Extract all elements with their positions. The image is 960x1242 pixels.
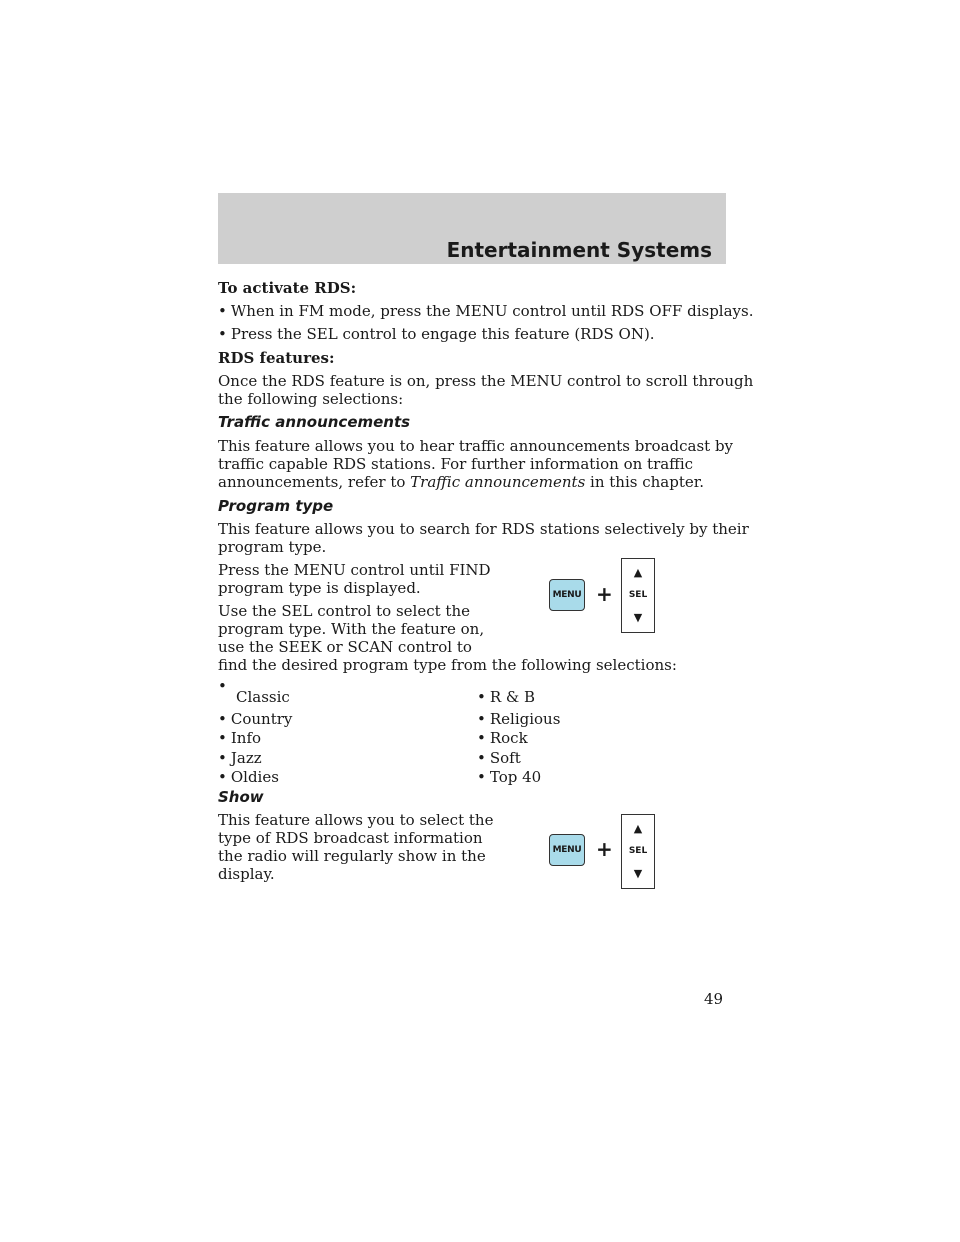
show-line-3: the radio will regularly show in the (218, 847, 486, 865)
program-list-item (218, 729, 261, 748)
features-intro-line-2: the following selections: (218, 390, 404, 408)
plus-icon: + (596, 837, 613, 861)
press-line-2: program type is displayed. (218, 579, 421, 597)
use-line-3: use the SEEK or SCAN control to (218, 638, 472, 656)
menu-button-icon: MENU (549, 834, 585, 866)
program-list-item-text: Top 40 (489, 768, 542, 786)
features-heading: RDS features: (218, 349, 335, 367)
program-list-item (477, 729, 528, 748)
menu-sel-control-diagram-2 (549, 814, 667, 894)
program-list-item-text: Religious (489, 710, 561, 728)
activate-heading: To activate RDS: (218, 279, 357, 297)
program-list-item: Classic (236, 688, 290, 706)
empty-bullet: • (218, 677, 227, 695)
program-list-item-text: Oldies (230, 768, 279, 786)
use-line-1: Use the SEL control to select the (218, 602, 470, 620)
program-list-item (218, 749, 262, 768)
arrow-down-icon: ▼ (633, 611, 643, 624)
show-line-1: This feature allows you to select the (218, 811, 494, 829)
program-list-item (477, 768, 541, 787)
program-type-heading: Program type (218, 497, 334, 515)
traffic-line-3-prefix: announcements, refer to (218, 473, 406, 491)
press-line-1: Press the MENU control until FIND (218, 561, 491, 579)
show-line-4: display. (218, 865, 275, 883)
sel-label: SEL (628, 846, 648, 856)
sel-label: SEL (628, 590, 648, 600)
features-intro-line-1: Once the RDS feature is on, press the MENU control to scroll through (218, 372, 754, 390)
program-list-item (477, 710, 560, 729)
sel-control-icon (621, 814, 655, 889)
program-list-item-text: Info (230, 729, 262, 747)
activate-bullet-1 (218, 302, 754, 321)
traffic-link[interactable]: Traffic announcements (410, 473, 586, 491)
section-title: Entertainment Systems (446, 238, 712, 262)
program-list-item (218, 710, 292, 729)
menu-sel-control-diagram-1 (549, 558, 667, 638)
program-list-item-text: R & B (489, 688, 536, 706)
program-list-item-text: Soft (489, 749, 521, 767)
program-list-item-text: Jazz (230, 749, 262, 767)
traffic-line-1: This feature allows you to hear traffic announcements broadcast by (218, 437, 734, 455)
arrow-down-icon: ▼ (633, 867, 643, 880)
arrow-up-icon: ▲ (633, 822, 643, 835)
program-list-item-text: Country (230, 710, 293, 728)
program-list-item (218, 768, 279, 787)
activate-bullet-1-text: When in FM mode, press the MENU control until RDS OFF displays. (230, 302, 754, 320)
program-list-item (477, 688, 535, 707)
activate-bullet-2-text: Press the SEL control to engage this feature (RDS ON). (230, 325, 655, 343)
show-heading: Show (218, 788, 264, 806)
traffic-line-3-suffix: in this chapter. (590, 473, 705, 491)
use-line-4: find the desired program type from the following selections: (218, 656, 677, 674)
program-type-line-2: program type. (218, 538, 327, 556)
plus-icon: + (596, 582, 613, 606)
program-list-item (477, 749, 521, 768)
traffic-line-2: traffic capable RDS stations. For further information on traffic (218, 455, 694, 473)
program-list-item-text: Rock (489, 729, 528, 747)
activate-bullet-2 (218, 325, 655, 344)
arrow-up-icon: ▲ (633, 566, 643, 579)
page-number: 49 (704, 990, 724, 1008)
menu-button-icon: MENU (549, 579, 585, 611)
section-header (218, 193, 726, 264)
show-line-2: type of RDS broadcast information (218, 829, 483, 847)
traffic-line-3 (218, 473, 704, 492)
program-type-line-1: This feature allows you to search for RDS stations selectively by their (218, 520, 749, 538)
traffic-heading: Traffic announcements (218, 413, 411, 431)
sel-control-icon (621, 558, 655, 633)
use-line-2: program type. With the feature on, (218, 620, 485, 638)
